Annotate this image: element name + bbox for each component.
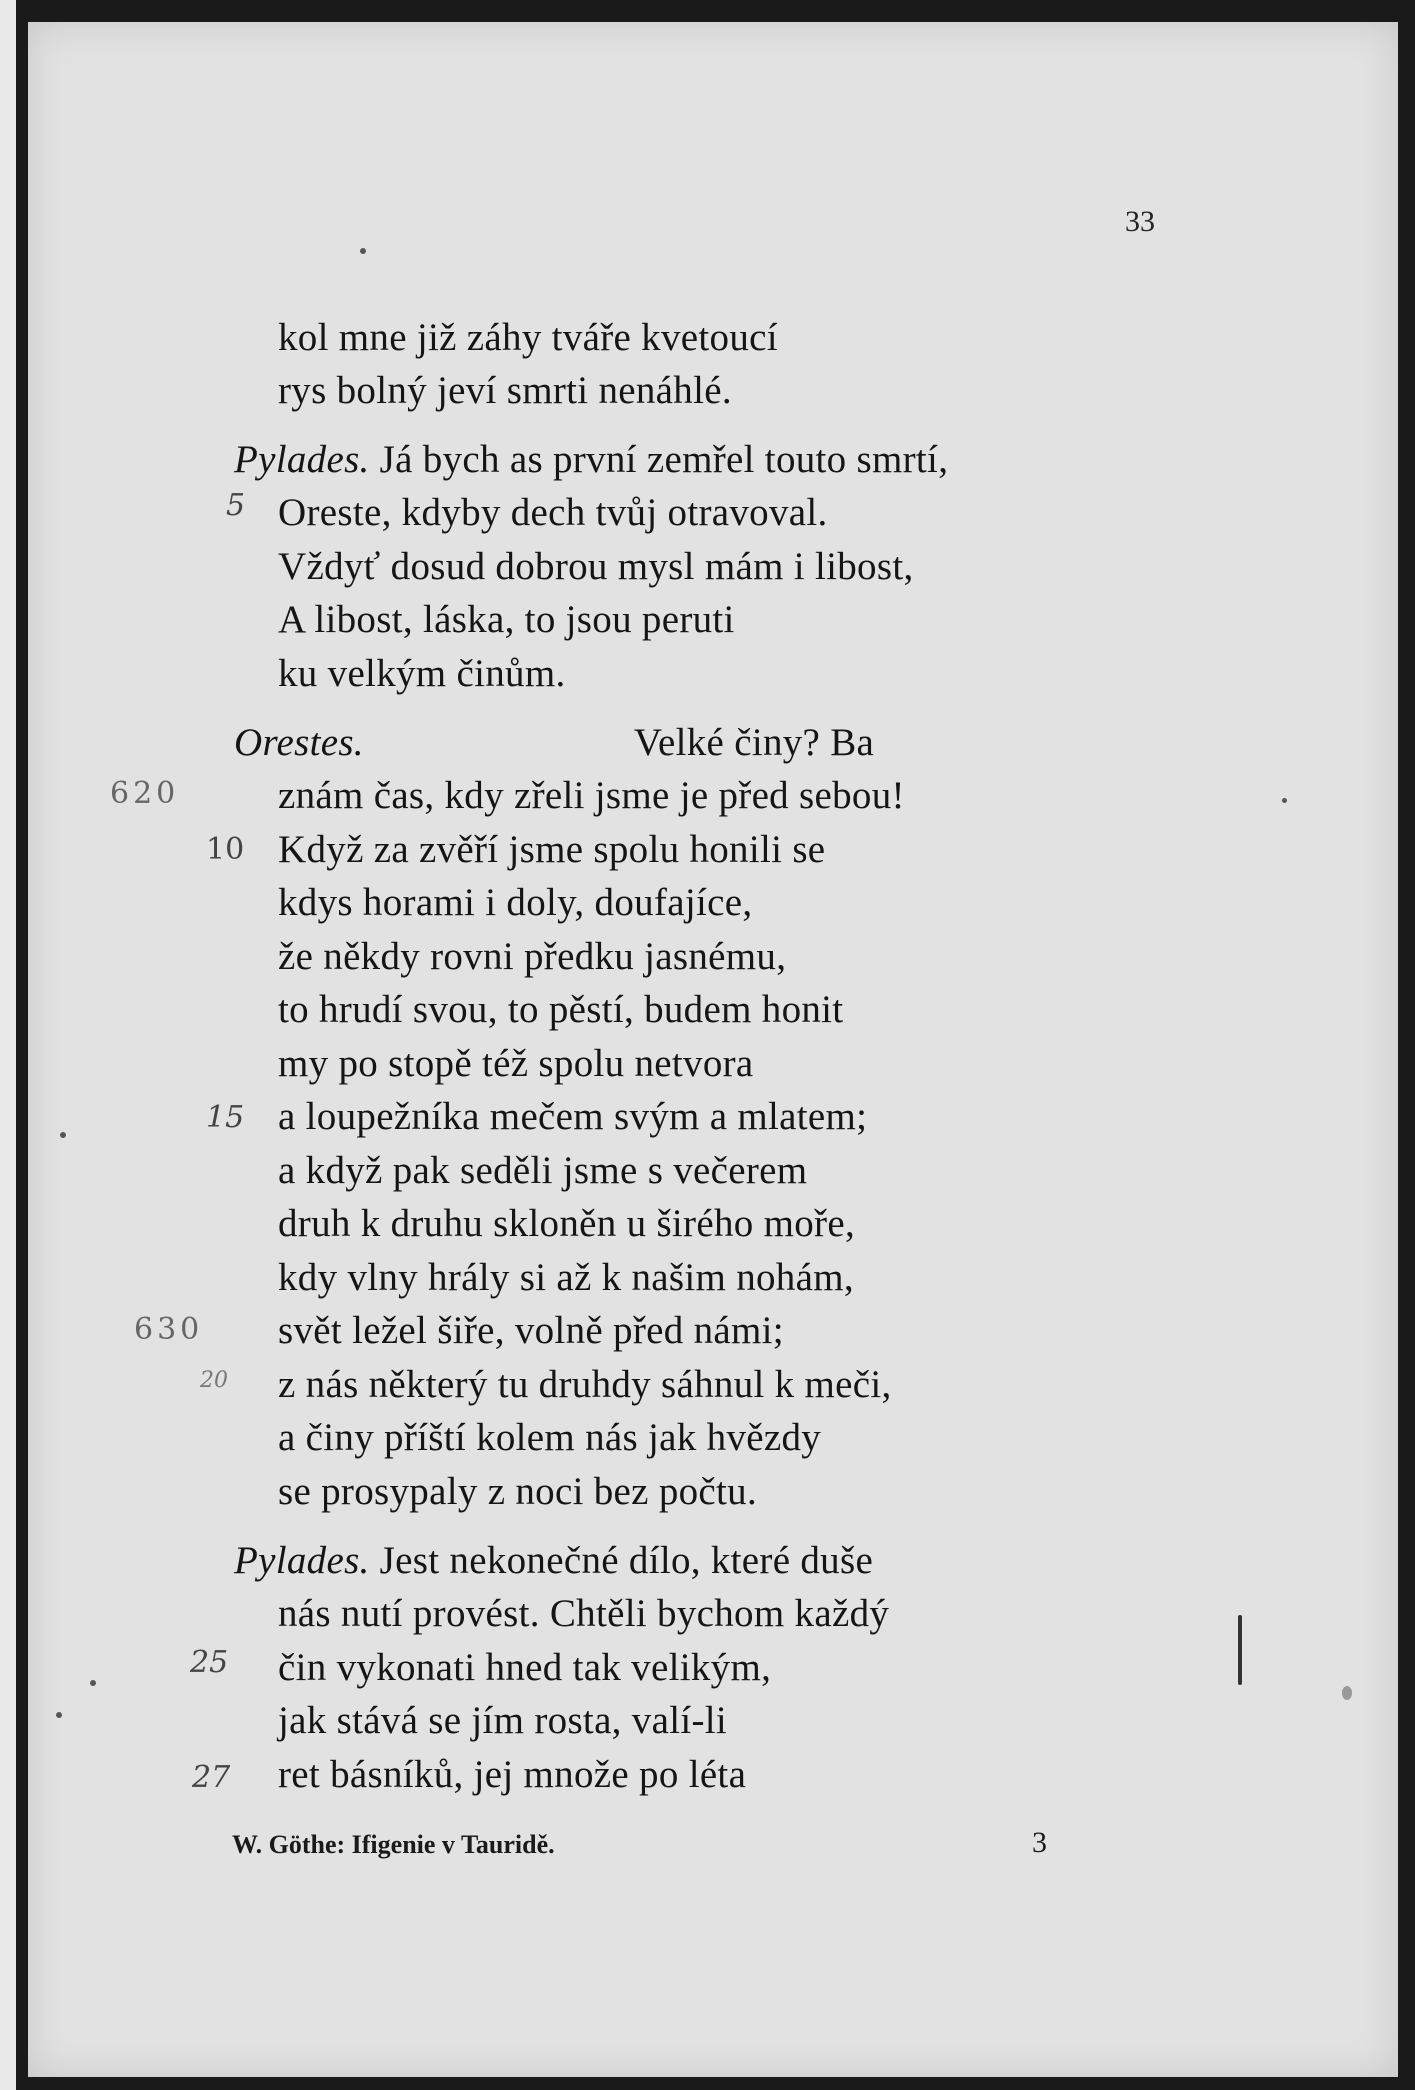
verse-text: Oreste, kdyby dech tvůj otravoval. — [278, 491, 828, 534]
margin-note: 5 — [226, 488, 246, 523]
margin-note: 10 — [206, 832, 245, 867]
verse-text: ret básníků, jej množe po léta — [278, 1753, 747, 1796]
verse-line — [278, 1698, 727, 1743]
verse-line — [278, 1308, 784, 1353]
verse-line — [278, 1041, 754, 1086]
verse-text: my po stopě též spolu netvora — [278, 1042, 754, 1085]
footer-signature: 3 — [1032, 1826, 1047, 1859]
verse-line — [234, 1538, 874, 1583]
verse-text: Vždyť dosud dobrou mysl mám i libost, — [278, 545, 914, 588]
verse-text: čin vykonati hned tak velikým, — [278, 1646, 772, 1689]
verse-line — [278, 1255, 854, 1300]
verse-line — [278, 1201, 855, 1246]
verse-text: a když pak seděli jsme s večerem — [278, 1149, 808, 1192]
verse-line — [278, 934, 786, 979]
verse-text: rys bolný jeví smrti nenáhlé. — [278, 369, 732, 412]
margin-note: 20 — [200, 1368, 228, 1393]
verse-text: jak stává se jím rosta, valí-li — [278, 1699, 728, 1742]
verse-text: nás nutí provést. Chtěli bychom každý — [278, 1592, 890, 1635]
scan-speck — [360, 248, 366, 254]
scan-speck — [60, 1132, 66, 1138]
verse-text: a loupežníka mečem svým a mlatem; — [278, 1095, 868, 1138]
verse-line — [278, 1469, 757, 1514]
verse-text: Velké činy? Ba — [633, 721, 875, 764]
verse-text: kdy vlny hrály si až k našim nohám, — [278, 1256, 854, 1299]
verse-text: A libost, láska, to jsou peruti — [278, 598, 735, 641]
scan-right-edge — [1401, 0, 1415, 2090]
verse-text: druh k druhu skloněn u širého moře, — [278, 1202, 855, 1245]
footer-title: W. Göthe: Ifigenie v Tauridě. — [232, 1830, 555, 1859]
margin-note: 15 — [206, 1100, 245, 1135]
speaker-name: Pylades. — [234, 438, 370, 481]
verse-line — [278, 490, 828, 535]
verse-line — [278, 368, 732, 413]
verse-line — [234, 720, 875, 765]
speaker-name: Pylades. — [234, 1539, 370, 1582]
verse-line — [278, 651, 566, 696]
scan-speck — [1342, 1686, 1352, 1700]
verse-line — [234, 437, 949, 482]
verse-text: Já bych as první zemřel touto smrtí, — [369, 438, 949, 481]
page-number: 33 — [1125, 205, 1155, 238]
margin-note: 630 — [134, 1312, 204, 1347]
verse-line — [278, 773, 905, 818]
scan-speck — [56, 1712, 62, 1718]
verse-text: Jest nekonečné dílo, které duše — [369, 1539, 874, 1582]
verse-line — [278, 1591, 889, 1636]
margin-note: 27 — [192, 1760, 231, 1795]
verse-line — [278, 315, 778, 360]
verse-line — [278, 880, 752, 925]
verse-text: to hrudí svou, to pěstí, budem honit — [278, 988, 844, 1031]
verse-line — [278, 597, 735, 642]
verse-line — [278, 987, 843, 1032]
scan-left-strip — [0, 0, 16, 2090]
verse-line — [278, 1148, 807, 1193]
verse-line — [278, 1094, 867, 1139]
margin-note: 25 — [190, 1645, 229, 1680]
verse-text: svět ležel šiře, volně před námi; — [278, 1309, 784, 1352]
verse-line — [278, 1645, 771, 1690]
scan-speck — [90, 1680, 96, 1686]
scan-speck — [1282, 798, 1287, 803]
verse-text: a činy příští kolem nás jak hvězdy — [278, 1416, 822, 1459]
verse-line — [278, 1362, 892, 1407]
speaker-name: Orestes. — [234, 721, 364, 764]
verse-text: ku velkým činům. — [278, 652, 566, 695]
verse-line — [278, 1415, 821, 1460]
verse-text: že někdy rovni předku jasnému, — [278, 935, 787, 978]
verse-text: se prosypaly z noci bez počtu. — [278, 1470, 758, 1513]
verse-text: z nás některý tu druhdy sáhnul k meči, — [278, 1363, 892, 1406]
scan-speck — [1238, 1615, 1242, 1685]
verse-line — [278, 544, 914, 589]
verse-text: Když za zvěří jsme spolu honili se — [278, 828, 826, 871]
margin-note: 620 — [110, 776, 180, 811]
verse-text: kol mne již záhy tváře kvetoucí — [278, 316, 778, 359]
verse-text: kdys horami i doly, doufajíce, — [278, 881, 753, 924]
verse-line — [278, 827, 825, 872]
verse-line — [278, 1752, 746, 1797]
verse-text: znám čas, kdy zřeli jsme je před sebou! — [278, 774, 905, 817]
